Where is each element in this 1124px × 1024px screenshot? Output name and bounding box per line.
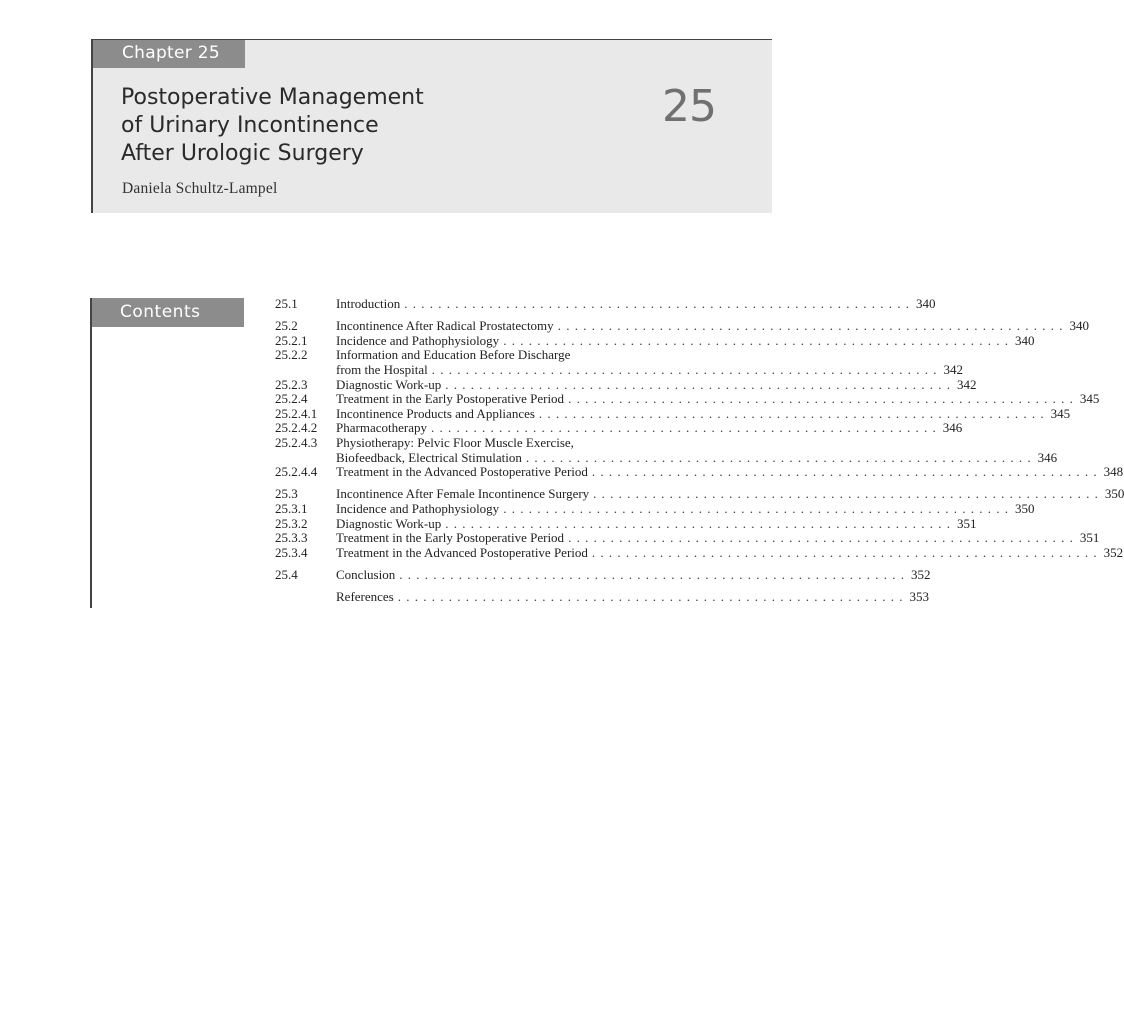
toc-entry-title: Information and Education Before Discharge bbox=[336, 347, 571, 363]
toc-entry-title: Diagnostic Work-up bbox=[336, 515, 442, 531]
toc-dot-leader: . . . . . . . . . . . . . . . . . . . . . . . . . . . . . . . . . . . . . . . . . . . . . . . . . . . . . . . . . . . . bbox=[503, 500, 1009, 516]
toc-entry[interactable] bbox=[275, 449, 1058, 466]
toc-dot-leader: . . . . . . . . . . . . . . . . . . . . . . . . . . . . . . . . . . . . . . . . . . . . . . . . . . . . . . . . . . . . bbox=[557, 318, 1064, 334]
toc-entry[interactable] bbox=[275, 420, 963, 436]
toc-dot-leader: . . . . . . . . . . . . . . . . . . . . . . . . . . . . . . . . . . . . . . . . . . . . . . . . . . . . . . . . . . . . bbox=[568, 530, 1074, 546]
toc-entry-page: 351 bbox=[956, 515, 977, 531]
toc-entry-page: 346 bbox=[1037, 449, 1058, 465]
toc-entry-body bbox=[336, 391, 1100, 407]
toc-dot-leader: . . . . . . . . . . . . . . . . . . . . . . . . . . . . . . . . . . . . . . . . . . . . . . . . . . . . . . . . . . . . bbox=[503, 332, 1009, 348]
toc-entry-title: Incontinence After Female Incontinence Surgery bbox=[336, 486, 590, 502]
toc-entry-number: 25.2.4.3 bbox=[275, 434, 318, 450]
toc-dot-leader: . . . . . . . . . . . . . . . . . . . . . . . . . . . . . . . . . . . . . . . . . . . . . . . . . . . . . . . . . . . . bbox=[593, 486, 1099, 502]
toc-entry-title: from the Hospital bbox=[336, 361, 428, 377]
toc-entry-number: 25.2.4.2 bbox=[275, 420, 318, 436]
toc-entry[interactable] bbox=[275, 296, 936, 312]
toc-entry-number: 25.2.4 bbox=[275, 391, 308, 407]
toc-entry-body bbox=[336, 464, 1124, 480]
toc-entry-number: 25.1 bbox=[275, 296, 298, 311]
toc-entry-title: Introduction bbox=[336, 296, 401, 311]
toc-entry[interactable] bbox=[275, 500, 1035, 517]
toc-entry-number: 25.3.2 bbox=[275, 515, 308, 531]
toc-entry-page: 342 bbox=[943, 361, 963, 377]
chapter-number: 25 bbox=[662, 81, 716, 132]
toc-entry-body bbox=[336, 544, 1124, 561]
toc-entry-page: 352 bbox=[1103, 544, 1124, 560]
toc-dot-leader: . . . . . . . . . . . . . . . . . . . . . . . . . . . . . . . . . . . . . . . . . . . . . . . . . . . . . . . . . . . . bbox=[445, 515, 951, 531]
toc-entry-page: 345 bbox=[1050, 405, 1071, 421]
toc-entry[interactable] bbox=[275, 464, 1124, 480]
toc-entry-body bbox=[336, 530, 1100, 546]
toc-entry[interactable] bbox=[275, 544, 1124, 561]
toc-entry-page: 353 bbox=[909, 589, 929, 605]
toc-entry-body bbox=[336, 449, 1058, 466]
toc-dot-leader: . . . . . . . . . . . . . . . . . . . . . . . . . . . . . . . . . . . . . . . . . . . . . . . . . . . . . . . . . . . . bbox=[399, 566, 905, 582]
toc-entry-body bbox=[336, 486, 1124, 502]
toc-entry-body bbox=[336, 296, 936, 312]
toc-entry-page: 350 bbox=[1014, 500, 1035, 516]
toc-dot-leader: . . . . . . . . . . . . . . . . . . . . . . . . . . . . . . . . . . . . . . . . . . . . . . . . . . . . . . . . . . . . bbox=[591, 464, 1098, 480]
contents-divider bbox=[90, 298, 92, 608]
toc-entry[interactable] bbox=[275, 436, 712, 451]
toc-dot-leader: . . . . . . . . . . . . . . . . . . . . . . . . . . . . . . . . . . . . . . . . . . . . . . . . . . . . . . . . . . . . bbox=[538, 405, 1045, 421]
toc-entry[interactable] bbox=[275, 332, 1035, 349]
toc-entry[interactable] bbox=[275, 530, 1100, 546]
toc-entry-title: Treatment in the Advanced Postoperative Period bbox=[336, 464, 588, 480]
toc-entry[interactable] bbox=[275, 405, 1071, 422]
toc-entry[interactable] bbox=[275, 566, 931, 583]
toc-entry-page: 351 bbox=[1079, 530, 1100, 546]
toc-dot-leader: . . . . . . . . . . . . . . . . . . . . . . . . . . . . . . . . . . . . . . . . . . . . . . . . . . . . . . . . . . . . bbox=[568, 391, 1074, 407]
toc-entry[interactable] bbox=[275, 376, 977, 393]
toc-entry-page: 340 bbox=[1069, 318, 1089, 334]
toc-entry-title: Incidence and Pathophysiology bbox=[336, 500, 500, 516]
toc-entry[interactable] bbox=[275, 515, 977, 532]
toc-entry[interactable] bbox=[275, 589, 929, 605]
toc-entry-title: Biofeedback, Electrical Stimulation bbox=[336, 449, 522, 465]
toc-entry-body bbox=[336, 405, 1071, 422]
toc-entry[interactable] bbox=[275, 486, 1124, 502]
toc-dot-leader: . . . . . . . . . . . . . . . . . . . . . . . . . . . . . . . . . . . . . . . . . . . . . . . . . . . . . . . . . . . . bbox=[591, 544, 1098, 560]
toc-dot-leader: . . . . . . . . . . . . . . . . . . . . . . . . . . . . . . . . . . . . . . . . . . . . . . . . . . . . . . . . . . . . bbox=[397, 589, 904, 605]
toc-entry-page: 340 bbox=[916, 296, 936, 311]
toc-entry-title: Treatment in the Early Postoperative Period bbox=[336, 391, 565, 407]
toc-entry-number: 25.2.4.4 bbox=[275, 464, 318, 480]
toc-entry-body bbox=[336, 361, 963, 378]
toc-entry-body bbox=[336, 348, 712, 363]
toc-entry-number: 25.4 bbox=[275, 566, 298, 582]
toc-entry-title: Treatment in the Early Postoperative Period bbox=[336, 530, 565, 546]
toc-dot-leader: . . . . . . . . . . . . . . . . . . . . . . . . . . . . . . . . . . . . . . . . . . . . . . . . . . . . . . . . . . . . bbox=[445, 376, 951, 392]
toc-entry[interactable] bbox=[275, 348, 712, 363]
toc-entry-page: 346 bbox=[942, 420, 963, 436]
toc-entry-body bbox=[336, 589, 929, 605]
toc-entry-title: Treatment in the Advanced Postoperative Period bbox=[336, 544, 588, 560]
toc-entry-body bbox=[336, 500, 1035, 517]
toc-entry-title: Pharmacotherapy bbox=[336, 420, 427, 436]
toc-entry-page: 350 bbox=[1104, 486, 1124, 502]
toc-entry-number: 25.3.4 bbox=[275, 544, 308, 560]
chapter-title-line: of Urinary Incontinence bbox=[121, 113, 379, 138]
author-name: Daniela Schultz-Lampel bbox=[122, 180, 278, 197]
chapter-header bbox=[91, 39, 772, 213]
toc-entry-number: 25.2.2 bbox=[275, 347, 308, 363]
toc-entry-title: Conclusion bbox=[336, 566, 396, 582]
toc-entry-body bbox=[336, 566, 931, 583]
toc-entry-body bbox=[336, 376, 977, 393]
toc-dot-leader: . . . . . . . . . . . . . . . . . . . . . . . . . . . . . . . . . . . . . . . . . . . . . . . . . . . . . . . . . . . . bbox=[430, 420, 937, 436]
toc-dot-leader: . . . . . . . . . . . . . . . . . . . . . . . . . . . . . . . . . . . . . . . . . . . . . . . . . . . . . . . . . . . . bbox=[431, 361, 938, 377]
toc-entry[interactable] bbox=[275, 361, 963, 378]
toc-entry-number: 25.3.1 bbox=[275, 500, 308, 516]
contents-label: Contents bbox=[92, 298, 244, 327]
toc-entry-body bbox=[336, 420, 963, 436]
toc-entry-number: 25.3 bbox=[275, 486, 298, 502]
toc-entry-number: 25.3.3 bbox=[275, 530, 308, 546]
toc-entry[interactable] bbox=[275, 391, 1100, 407]
toc-entry-page: 340 bbox=[1014, 332, 1035, 348]
chapter-title bbox=[121, 84, 424, 168]
toc-entry-body bbox=[336, 515, 977, 532]
chapter-label: Chapter 25 bbox=[93, 40, 245, 68]
chapter-title-line: Postoperative Management bbox=[121, 85, 424, 110]
toc-entry-title: Incontinence Products and Appliances bbox=[336, 405, 535, 421]
toc-entry-body bbox=[336, 436, 712, 451]
toc-entry-body bbox=[336, 318, 1089, 334]
toc-entry-title: References bbox=[336, 589, 394, 605]
toc-entry-number: 25.2.4.1 bbox=[275, 405, 318, 421]
toc-entry-page: 352 bbox=[910, 566, 931, 582]
toc-entry-title: Incontinence After Radical Prostatectomy bbox=[336, 318, 554, 334]
toc-entry-page: 342 bbox=[956, 376, 977, 392]
table-of-contents bbox=[275, 296, 1124, 605]
toc-dot-leader: . . . . . . . . . . . . . . . . . . . . . . . . . . . . . . . . . . . . . . . . . . . . . . . . . . . . . . . . . . . . bbox=[404, 296, 911, 311]
toc-entry-number: 25.2 bbox=[275, 318, 298, 334]
toc-dot-leader: . . . . . . . . . . . . . . . . . . . . . . . . . . . . . . . . . . . . . . . . . . . . . . . . . . . . . . . . . . . . bbox=[525, 449, 1032, 465]
toc-entry-title: Physiotherapy: Pelvic Floor Muscle Exercise, bbox=[336, 434, 574, 450]
toc-entry-body bbox=[336, 332, 1035, 349]
toc-entry-number: 25.2.3 bbox=[275, 376, 308, 392]
toc-entry[interactable] bbox=[275, 318, 1089, 334]
toc-entry-page: 345 bbox=[1079, 391, 1100, 407]
toc-entry-number: 25.2.1 bbox=[275, 332, 308, 348]
toc-entry-page: 348 bbox=[1103, 464, 1124, 480]
toc-entry-title: Incidence and Pathophysiology bbox=[336, 332, 500, 348]
toc-entry-title: Diagnostic Work-up bbox=[336, 376, 442, 392]
chapter-title-line: After Urologic Surgery bbox=[121, 141, 364, 166]
